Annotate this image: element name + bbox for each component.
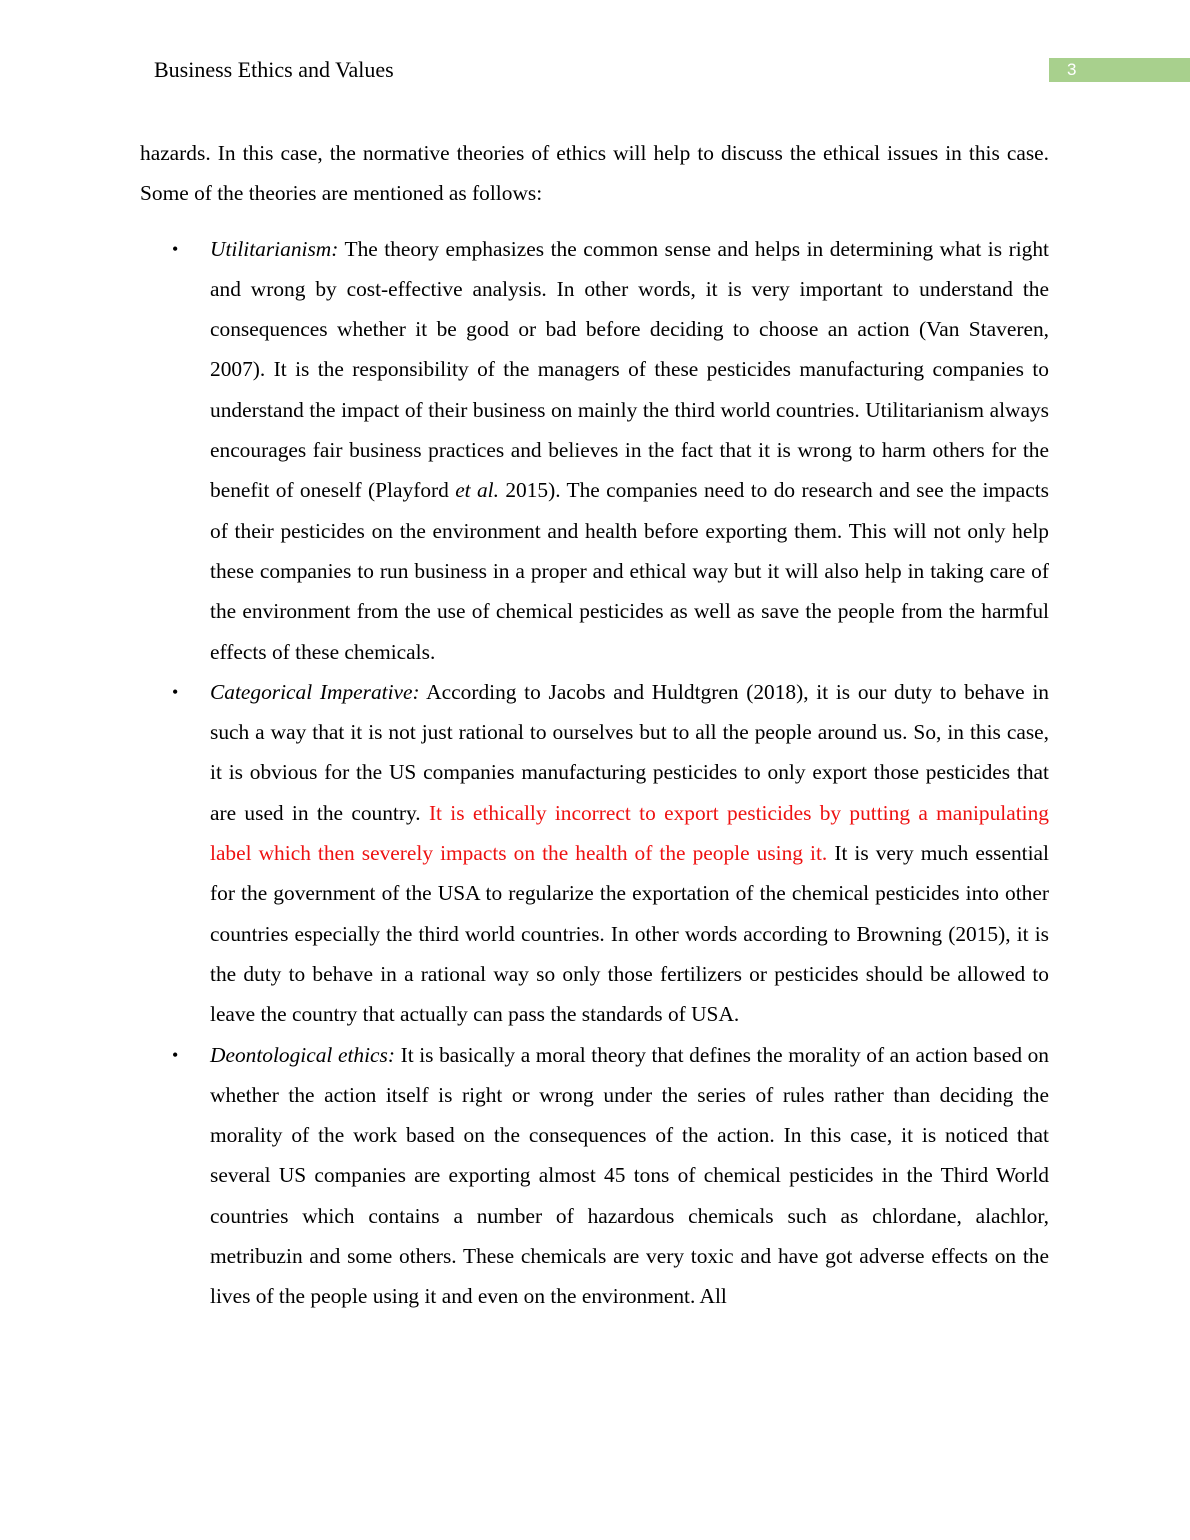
citation-et-al: et al. [455, 478, 499, 503]
list-item-categorical-imperative [140, 672, 1049, 1035]
list-item-utilitarianism [140, 229, 1049, 672]
theory-term: Utilitarianism: [210, 236, 339, 261]
theory-term: Deontological ethics: [210, 1042, 395, 1067]
theory-text: It is basically a moral theory that defines the morality of an action based on whether the action itself is right or wrong under the series of rules rather than deciding the morality of the work based on the consequences of the action. In this case, it is noticed that several US companies are exporting almost 45 tons of chemical pesticides in the Third World countries which contains a number of hazardous chemicals such as chlordane, alachlor, metribuzin and some others. These chemicals are very toxic and have got adverse effects on the lives of the people using it and even on the environment. All [210, 1042, 1049, 1309]
page-number: 3 [1067, 60, 1077, 79]
theories-list [140, 229, 1049, 1317]
bullet-icon: • [172, 238, 179, 259]
bullet-icon: • [172, 681, 179, 702]
running-header-title: Business Ethics and Values [154, 57, 394, 82]
theory-text: According to Jacobs and Huldtgren (2018), it is our duty to behave in such a way that it is not just rational to ourselves but to all the people around us. So, in this case, it is obvious for the US companies manufacturing pesticides to only export those pesticides that are used in the country. [210, 679, 1049, 825]
intro-paragraph: hazards. In this case, the normative theories of ethics will help to discuss the ethical issues in this case. Some of the theories are mentioned as follows: [140, 141, 1049, 206]
page-number-badge [1049, 58, 1190, 82]
theory-text-cont: 2015). The companies need to do research and see the impacts of their pesticides on the environment and health before exporting them. This will not only help these companies to run business in a proper and ethical way but it will also help in taking care of the environment from the use of chemical pesticides as well as save the people from the harmful effects of these chemicals. [210, 478, 1049, 664]
theory-term: Categorical Imperative: [210, 679, 420, 704]
theory-text: The theory emphasizes the common sense and helps in determining what is right and wrong by cost-effective analysis. In other words, it is very important to understand the consequences whether it be good or bad before deciding to choose an action (Van Staveren, 2007). It is the responsibility of the managers of these pesticides manufacturing companies to understand the impact of their business on mainly the third world countries. Utilitarianism always encourages fair business practices and believes in the fact that it is wrong to harm others for the benefit of oneself (Playford [210, 236, 1049, 503]
bullet-icon: • [172, 1044, 179, 1065]
highlighted-text: It is ethically incorrect to export pesticides by putting a manipulating label which then severely impacts on the health of the people using it. [210, 800, 1049, 866]
theory-text-cont: It is very much essential for the government of the USA to regularize the exportation of the chemical pesticides into other countries especially the third world countries. In other words according to Browning (2015), it is the duty to behave in a rational way so only those fertilizers or pesticides should be allowed to leave the country that actually can pass the standards of USA. [210, 841, 1049, 1027]
document-body [140, 133, 1049, 1317]
list-item-deontological-ethics [140, 1035, 1049, 1317]
